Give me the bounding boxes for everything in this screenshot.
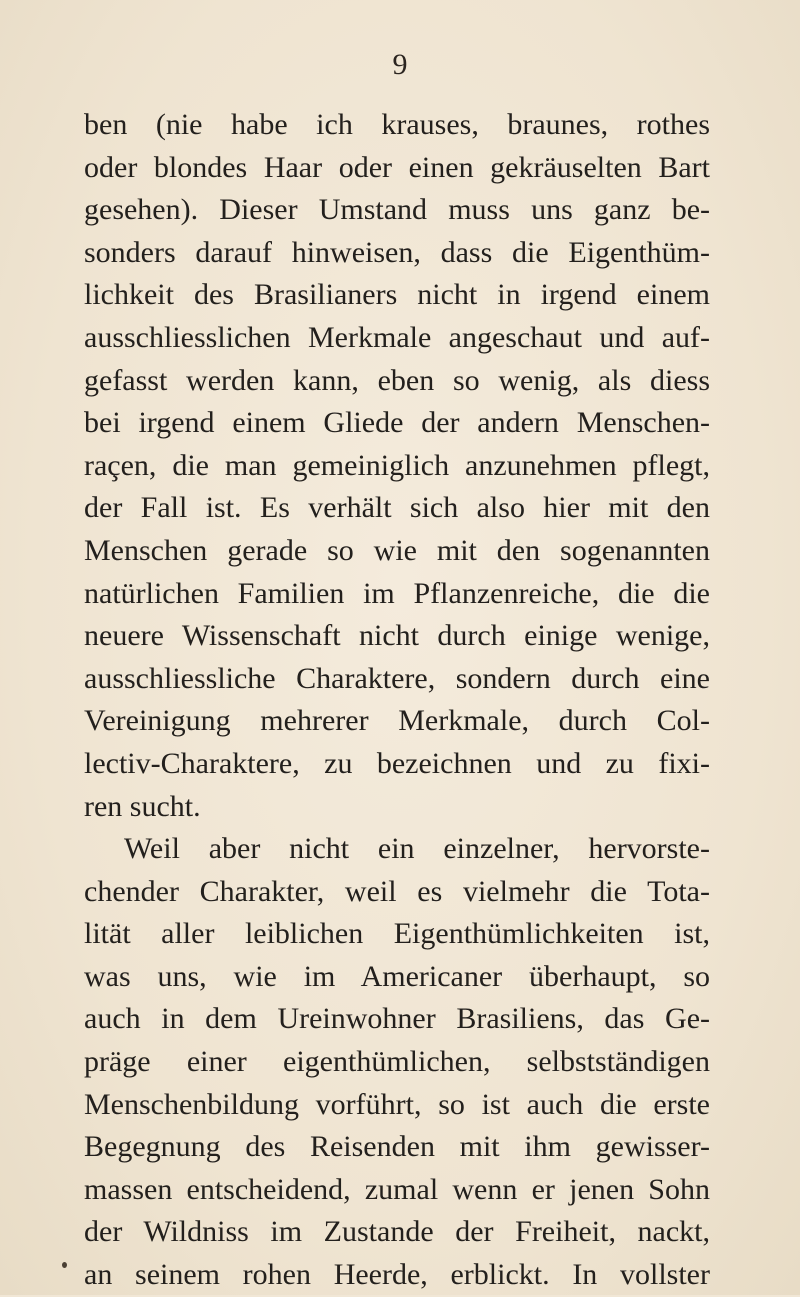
text-line: ren sucht. [84,789,201,823]
ink-speck [62,1262,67,1268]
text-line: bei irgend einem Gliede der andern Menschen- [84,406,710,440]
text-line: an seinem rohen Heerde, erblickt. In vollster [84,1258,710,1292]
text-line: sonders darauf hinweisen, dass die Eigenthüm- [84,235,710,269]
text-line: natürlichen Familien im Pflanzenreiche, die die [84,576,710,610]
body-text [84,104,710,1297]
text-line: raçen, die man gemeiniglich anzunehmen pflegt, [84,448,710,482]
text-line: der Fall ist. Es verhält sich also hier mit den [84,491,710,525]
text-line: Menschenbildung vorführt, so ist auch die erste [84,1087,710,1121]
text-line: Vereinigung mehrerer Merkmale, durch Col- [84,704,710,738]
text-line: lichkeit des Brasilianers nicht in irgend einem [84,278,710,312]
text-line: massen entscheidend, zumal wenn er jenen Sohn [84,1172,710,1206]
text-line: Begegnung des Reisenden mit ihm gewisser- [84,1130,710,1164]
paragraph-start-line: Weil aber nicht ein einzelner, hervorste- [124,832,710,866]
text-line: der Wildniss im Zustande der Freiheit, nackt, [84,1215,710,1249]
text-line: oder blondes Haar oder einen gekräuselten Bart [84,150,710,184]
text-line: auch in dem Ureinwohner Brasiliens, das Ge- [84,1002,710,1036]
text-line: gefasst werden kann, eben so wenig, als diess [84,363,710,397]
text-line: präge einer eigenthümlichen, selbstständigen [84,1045,710,1079]
page-number: 9 [392,48,408,81]
text-line: neuere Wissenschaft nicht durch einige wenige, [84,619,710,653]
text-line: chender Charakter, weil es vielmehr die Tota- [84,874,710,908]
text-line: Menschen gerade so wie mit den sogenannten [84,533,710,567]
text-line: lectiv-Charaktere, zu bezeichnen und zu fixi- [84,746,710,780]
text-line: ausschliesslichen Merkmale angeschaut und auf- [84,320,710,354]
text-line: ausschliessliche Charaktere, sondern durch eine [84,661,710,695]
text-line: ben (nie habe ich krauses, braunes, rothes [84,108,710,141]
text-line: gesehen). Dieser Umstand muss uns ganz be- [84,193,710,227]
text-line: lität aller leiblichen Eigenthümlichkeiten ist, [84,917,710,951]
text-line: was uns, wie im Americaner überhaupt, so [84,959,710,993]
